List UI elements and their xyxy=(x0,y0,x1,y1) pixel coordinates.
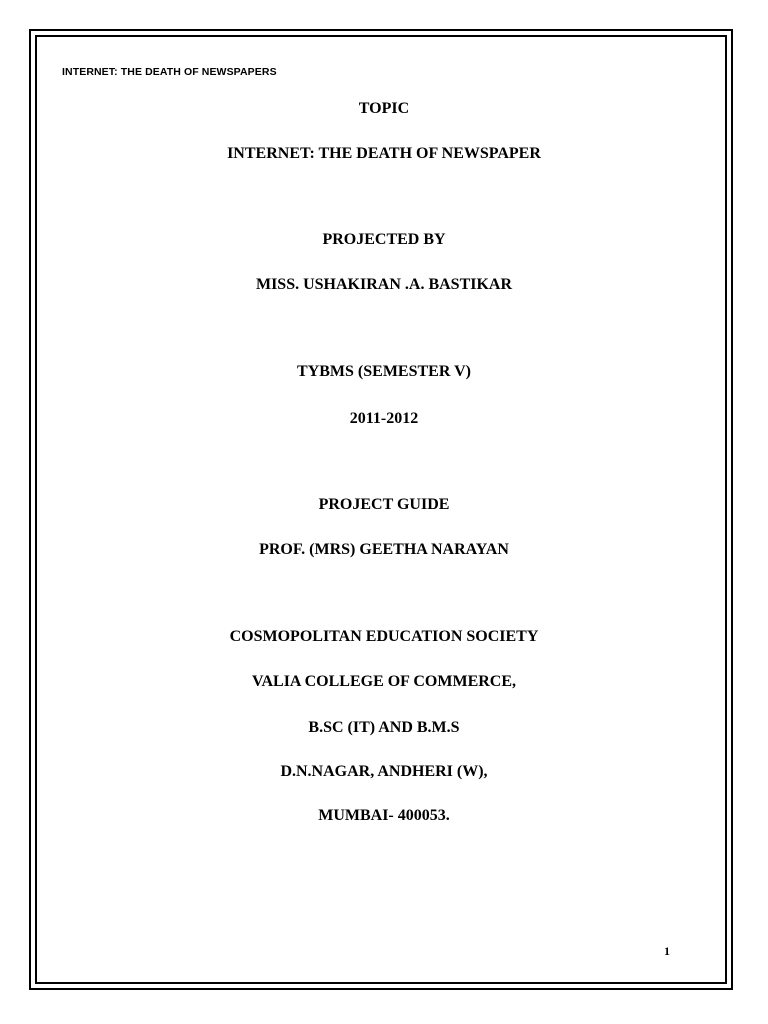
college-name: VALIA COLLEGE OF COMMERCE, xyxy=(251,673,517,690)
college-programs: B.SC (IT) AND B.M.S xyxy=(308,719,460,736)
project-guide-label: PROJECT GUIDE xyxy=(318,496,450,513)
college-city: MUMBAI- 400053. xyxy=(318,807,450,824)
academic-year: 2011-2012 xyxy=(349,410,419,427)
projected-by-label: PROJECTED BY xyxy=(322,231,446,248)
guide-name: PROF. (MRS) GEETHA NARAYAN xyxy=(259,541,509,558)
topic-title: INTERNET: THE DEATH OF NEWSPAPER xyxy=(227,145,541,162)
topic-label: TOPIC xyxy=(358,100,410,117)
running-header: INTERNET: THE DEATH OF NEWSPAPERS xyxy=(62,66,277,78)
author-name: MISS. USHAKIRAN .A. BASTIKAR xyxy=(255,276,513,293)
course-name: TYBMS (SEMESTER V) xyxy=(297,363,471,380)
society-name: COSMOPOLITAN EDUCATION SOCIETY xyxy=(229,628,539,645)
page-number: 1 xyxy=(664,944,670,958)
college-address: D.N.NAGAR, ANDHERI (W), xyxy=(280,763,488,780)
